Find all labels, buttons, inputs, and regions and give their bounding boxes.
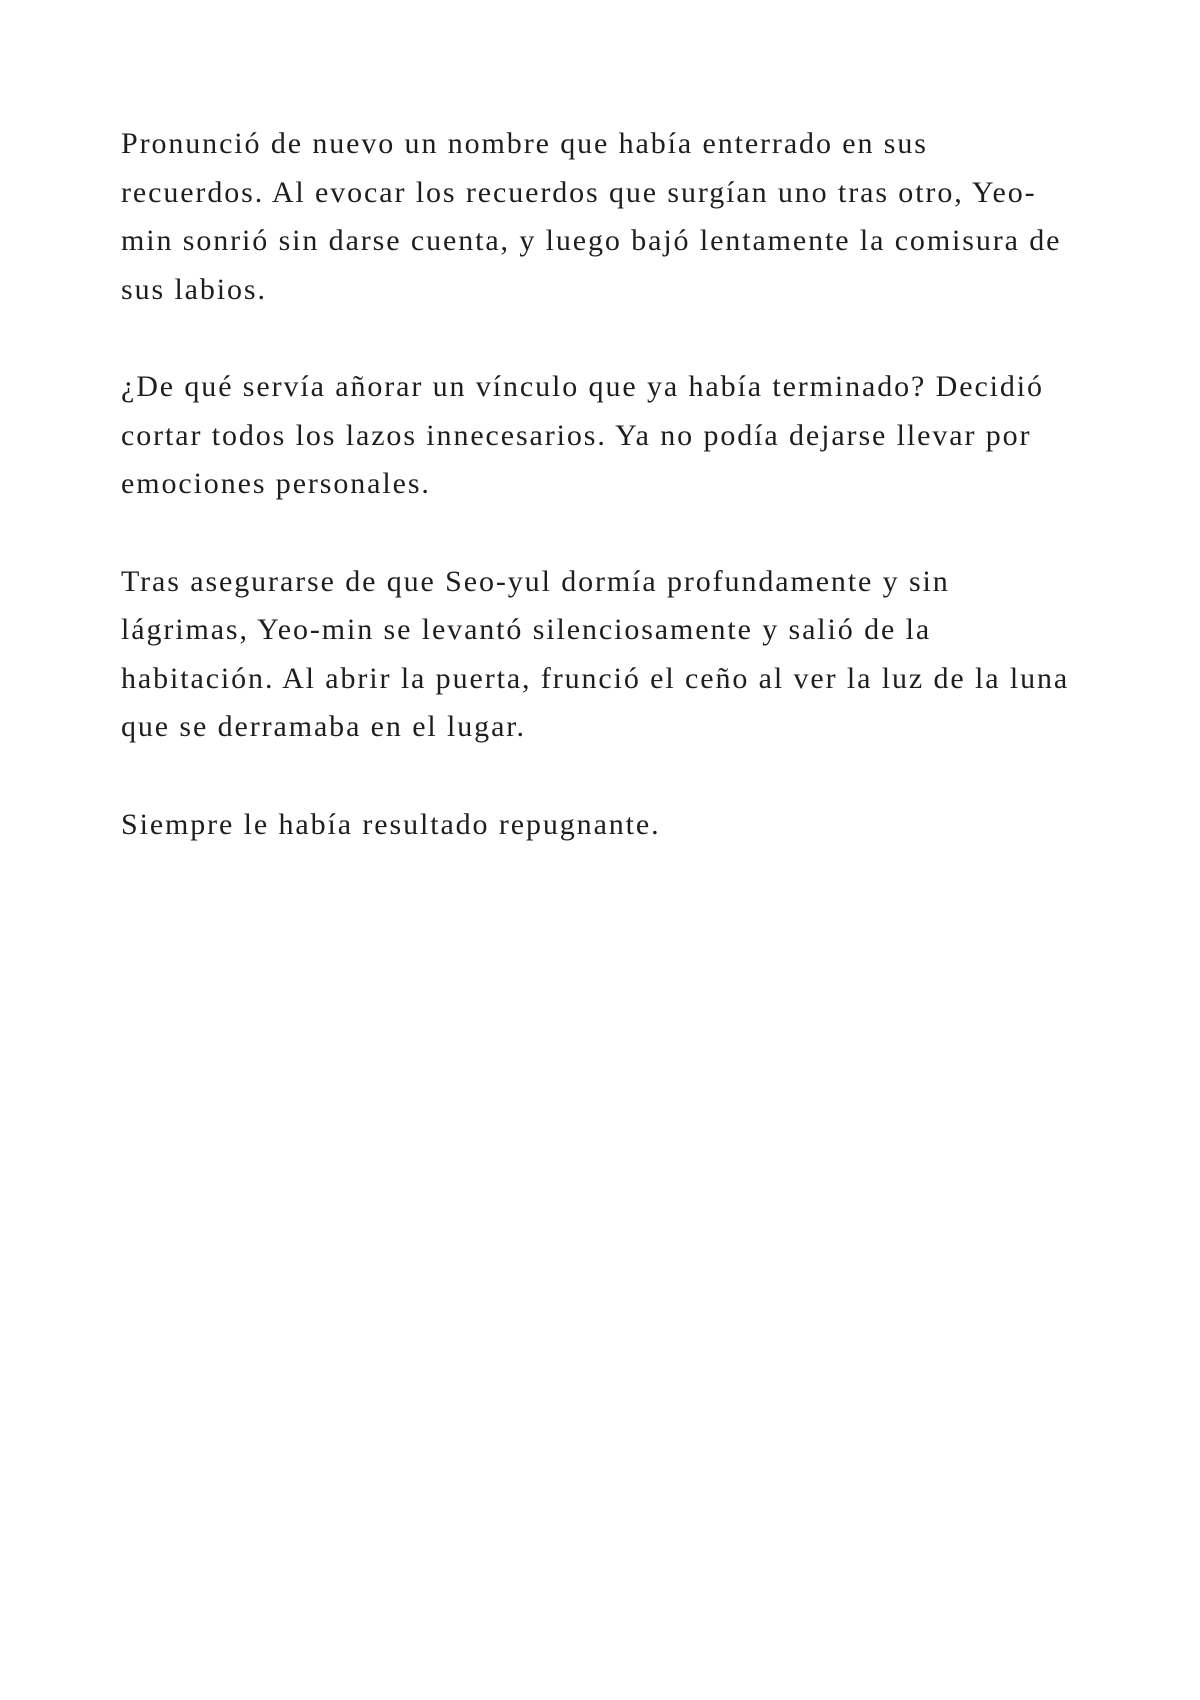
text-line: cortar todos los lazos innecesarios. Ya no podía dejarse llevar por [121,418,1032,452]
document-page [121,120,1101,898]
paragraph-1 [121,120,1101,314]
text-line: Pronunció de nuevo un nombre que había enterrado en sus [121,127,928,160]
text-line: ¿De qué servía añorar un vínculo que ya había terminado? Decidió [121,370,1044,403]
text-line: lágrimas, Yeo-min se levantó silenciosamente y salió de la [121,613,932,646]
text-line: habitación. Al abrir la puerta, frunció el ceño al ver la luz de la luna [121,661,1070,695]
text-line: que se derramaba en el lugar. [121,710,526,743]
text-line: Tras asegurarse de que Seo-yul dormía profundamente y sin [121,564,950,598]
text-line: min sonrió sin darse cuenta, y luego bajó lentamente la comisura de [121,224,1062,257]
paragraph-2 [121,363,1101,509]
text-line: sus labios. [121,272,267,306]
paragraph-4 [121,801,1101,850]
paragraph-3 [121,558,1101,752]
text-line: Siempre le había resultado repugnante. [121,807,661,841]
text-line: recuerdos. Al evocar los recuerdos que surgían uno tras otro, Yeo- [121,175,1037,209]
text-line: emociones personales. [121,467,431,500]
